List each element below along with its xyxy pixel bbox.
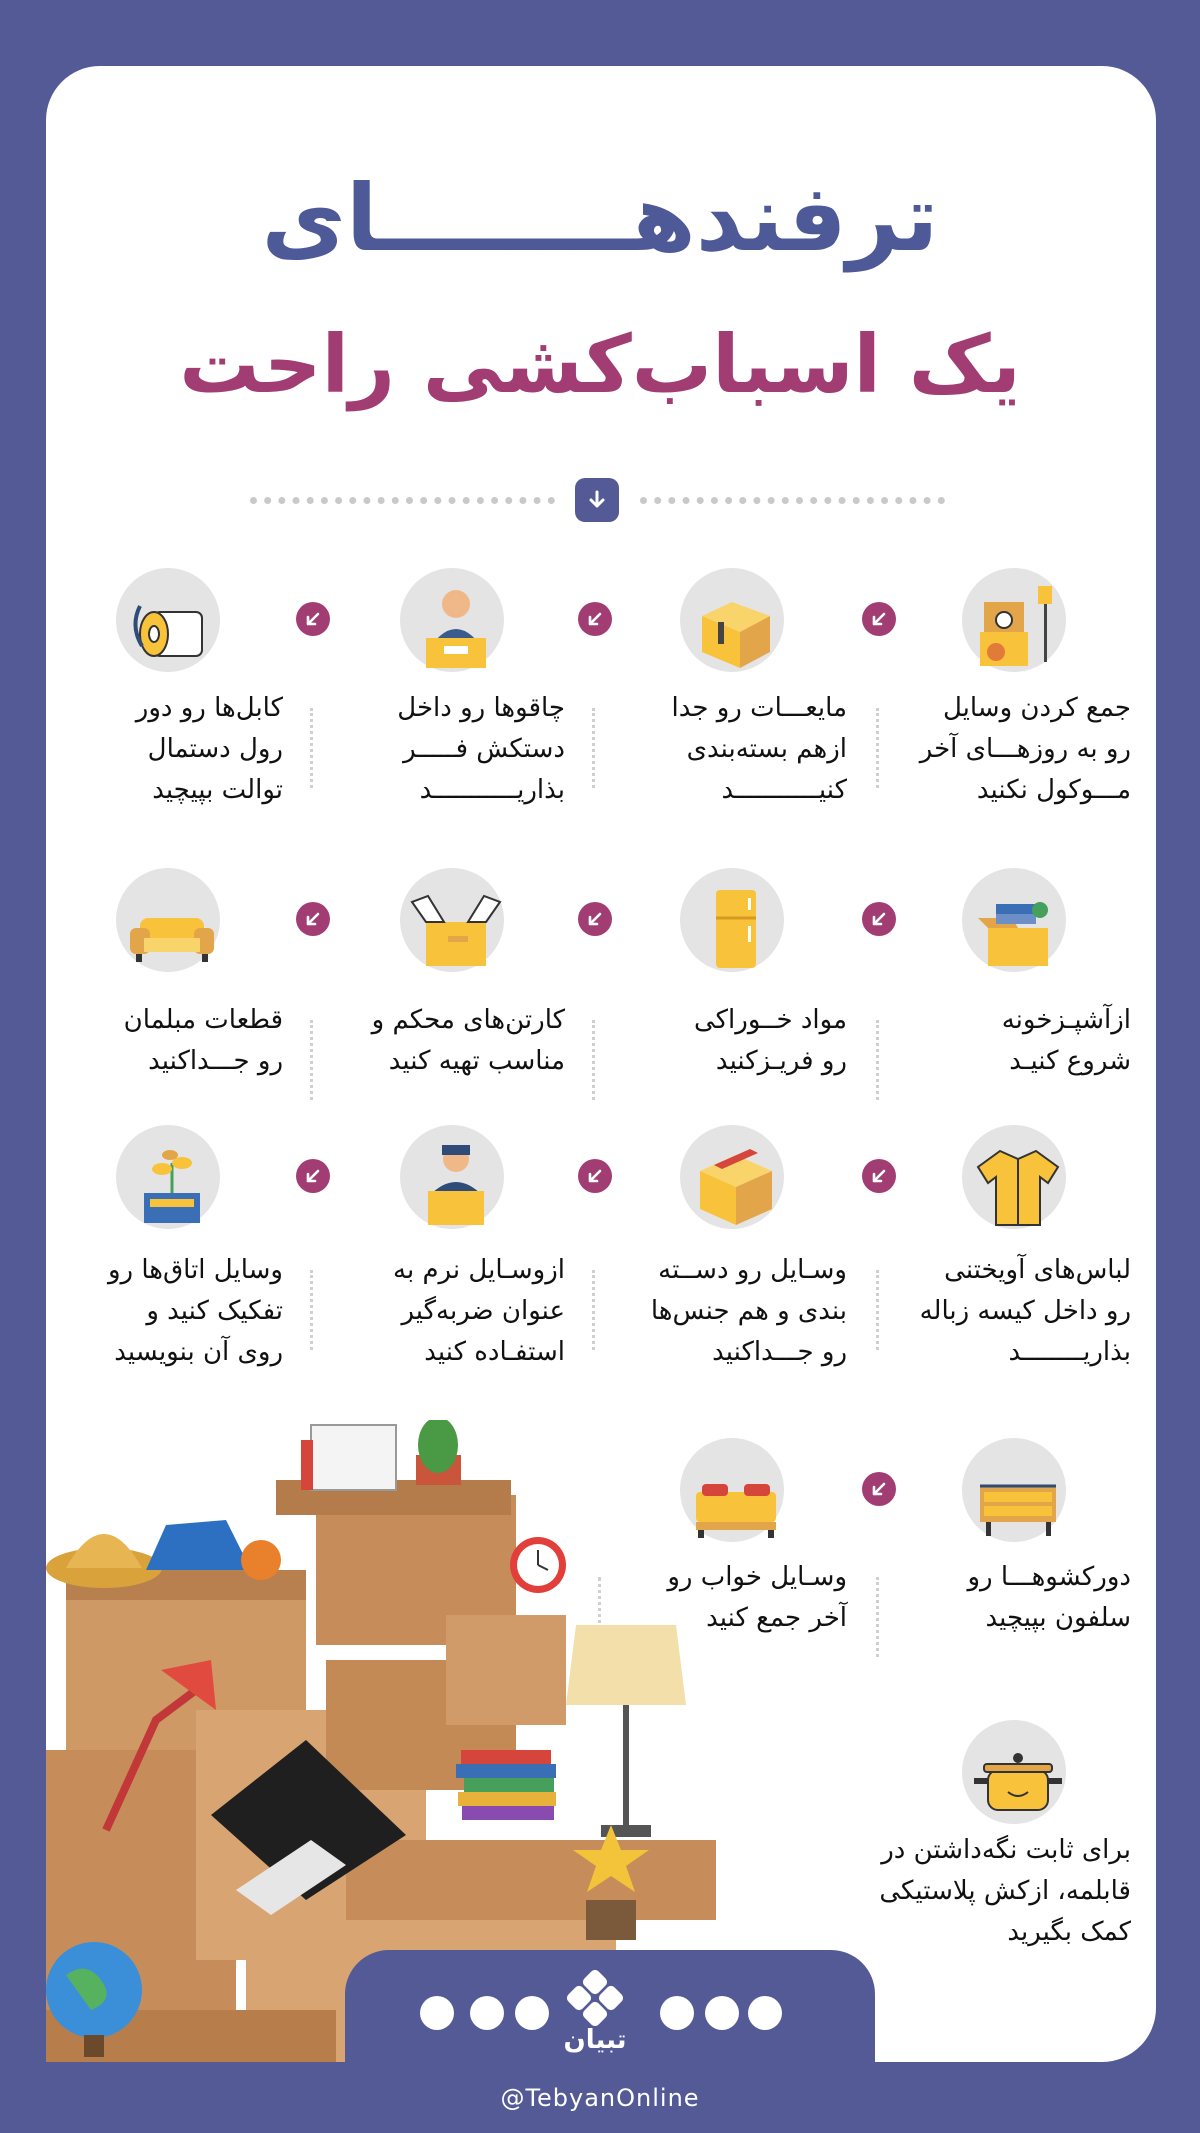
tip-separator [592,708,595,788]
divider-right [640,497,945,504]
tip-text: کابل‌ها رو دور رول دستمال توالت بپیچید [135,693,283,805]
tip-separator [592,1020,595,1100]
package-icon [680,1125,784,1229]
toilet-roll-icon [116,568,220,672]
mover-icon [400,1125,504,1229]
boxes-clock-icon [962,568,1066,672]
tip-text: وسـایل خواب رو آخر جمع کنید [667,1562,847,1633]
tip-separator [876,708,879,788]
tip-separator [310,1020,313,1100]
tip-text: برای ثابت نگه‌داشتن در قابلمه، ازکش پلاستیکی کمک بگیرید [879,1835,1131,1947]
arrow-down-left-icon [578,602,612,636]
tip-text: لباس‌های آویختنی رو داخل کیسه زباله بذاریــــــــد [919,1255,1131,1367]
tip-text: جمع کردن وسایل رو به روزهـــای آخر مـــوکول نکنید [919,693,1131,805]
divider-left [250,497,555,504]
telegram-icon[interactable] [660,1996,694,2030]
box-icon [680,568,784,672]
arrow-down-left-icon [862,902,896,936]
arrow-down-icon [575,478,619,522]
tip-text: دورکشوهـــا رو سلفون بپیچید [967,1562,1131,1633]
rubika-icon[interactable] [515,1996,549,2030]
arrow-down-left-icon [578,902,612,936]
tip-text: وسـایل رو دســته بندی و هم جنس‌ها رو جـــداکنید [650,1255,847,1367]
worker-box-icon [400,568,504,672]
tip-text: مواد خــوراکی رو فریـزکنید [694,1005,847,1076]
aparat-icon[interactable] [470,1996,504,2030]
pot-icon [962,1720,1066,1824]
plant-box-icon [116,1125,220,1229]
tip-separator [592,1270,595,1350]
brand-name: تبیان [563,2025,627,2055]
tip-separator [876,1020,879,1100]
tip-text: قطعات مبلمان رو جـــداکنید [123,1005,283,1076]
fridge-icon [680,868,784,972]
tip-text: کارتن‌های محکم و مناسب تهیه کنید [371,1005,565,1076]
sofa-icon [116,868,220,972]
arrow-down-left-icon [296,602,330,636]
tebyan-logo-icon [565,1970,625,2030]
arrow-down-left-icon [862,1159,896,1193]
arrow-down-left-icon [862,602,896,636]
arrow-down-left-icon [296,1159,330,1193]
arrow-down-left-icon [862,1472,896,1506]
kitchen-box-icon [962,868,1066,972]
tip-separator [876,1577,879,1657]
social-handle[interactable]: @TebyanOnline [500,2084,700,2112]
tip-text: وسایل اتاق‌ها رو تفکیک کنید و روی آن بنویسید [107,1255,283,1367]
tip-text: ازآشپـزخونه شروع کنیـد [1001,1005,1131,1076]
tip-text: مایعـــات رو جدا ازهم بسته‌بندی کنیـــــــــــد [671,693,847,805]
tip-text: چاقوها رو داخل دستکش فـــــر بذاریـــــــــــد [397,693,565,805]
arrow-down-left-icon [578,1159,612,1193]
drawer-icon [962,1438,1066,1542]
twitter-icon[interactable] [705,1996,739,2030]
tip-separator [310,1270,313,1350]
open-box-icon [400,868,504,972]
tip-separator [310,708,313,788]
youtube-icon[interactable] [748,1996,782,2030]
title-line-1: ترفندهــــــــای [261,165,939,272]
instagram-icon[interactable] [420,1996,454,2030]
tip-separator [876,1270,879,1350]
arrow-down-left-icon [296,902,330,936]
tip-text: ازوسـایل نرم به عنوان ضربه‌گیر استفـاده کنید [393,1255,565,1367]
shirt-icon [962,1125,1066,1229]
title-line-2: یک اسباب‌کشی راحت [179,318,1021,411]
